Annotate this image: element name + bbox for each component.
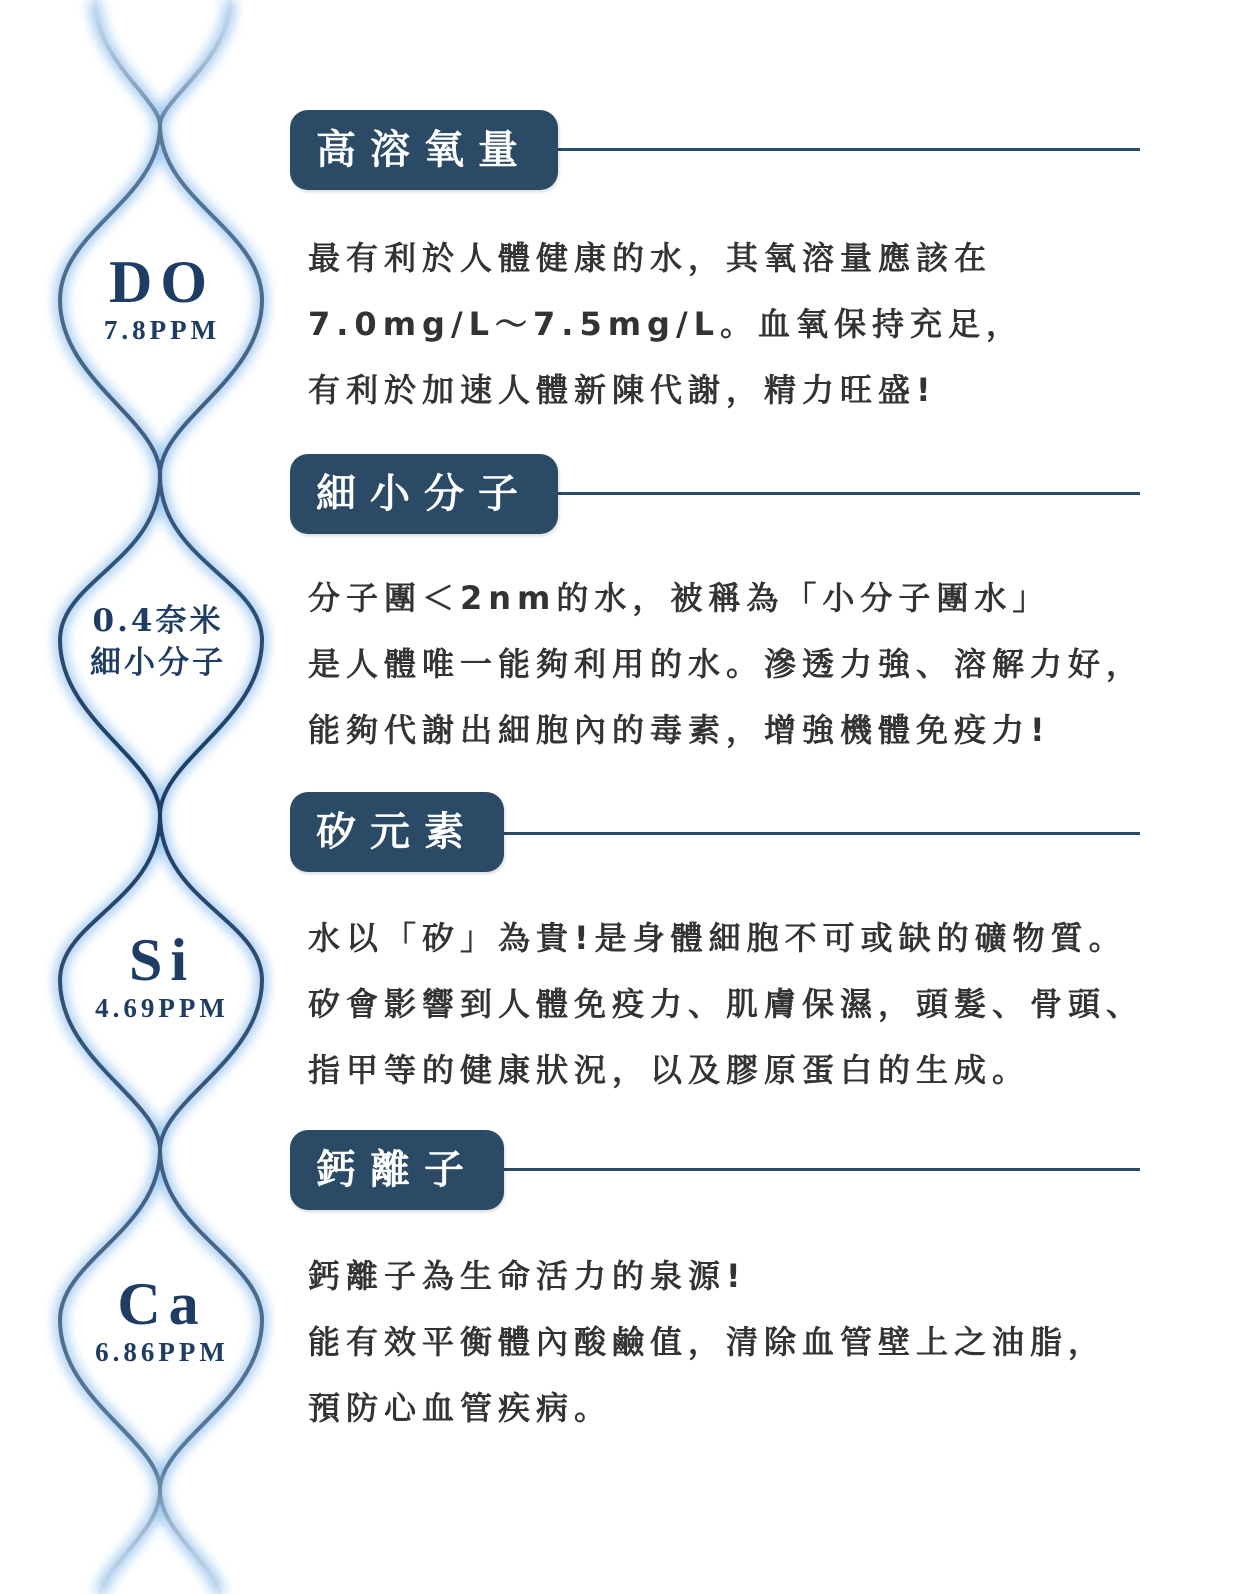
node-do-symbol: DO xyxy=(109,249,215,315)
body-line: 是人體唯一能夠利用的水。滲透力強、溶解力好， xyxy=(308,645,1145,683)
section-title-calcium: 鈣離子 xyxy=(290,1130,504,1210)
body-line: 能夠代謝出細胞內的毒素，增強機體免疫力! xyxy=(308,711,1051,749)
section-title-molecule: 細小分子 xyxy=(290,454,558,534)
body-line: 水以「矽」為貴!是身體細胞不可或缺的礦物質。 xyxy=(308,919,1127,957)
body-line: 分子團＜2nm的水，被稱為「小分子團水」 xyxy=(308,579,1051,617)
node-molecule-label: 細小分子 xyxy=(90,645,226,681)
body-line: 7.0mg/L～7.5mg/L。血氧保持充足， xyxy=(308,305,1025,343)
node-molecule xyxy=(58,600,258,684)
body-line: 預防心血管疾病。 xyxy=(308,1389,613,1427)
node-si xyxy=(62,928,262,1024)
body-line: 指甲等的健康狀況，以及膠原蛋白的生成。 xyxy=(308,1051,1031,1089)
body-line: 有利於加速人體新陳代謝，精力旺盛! xyxy=(308,371,937,409)
body-line: 鈣離子為生命活力的泉源! xyxy=(308,1257,747,1295)
node-molecule-size: 0.4奈米 xyxy=(92,603,224,639)
section-title-oxygen: 高溶氧量 xyxy=(290,110,558,190)
body-line: 矽會影響到人體免疫力、肌膚保濕，頭髮、骨頭、 xyxy=(308,985,1145,1023)
node-ca-value: 6.86PPM xyxy=(95,1337,229,1367)
node-do-value: 7.8PPM xyxy=(103,315,221,345)
node-do xyxy=(62,250,262,346)
section-divider-line xyxy=(500,832,1140,835)
section-divider-line xyxy=(500,1168,1140,1171)
body-line: 能有效平衡體內酸鹼值，清除血管壁上之油脂， xyxy=(308,1323,1107,1361)
section-body-silicon xyxy=(308,905,1208,1103)
section-title-silicon: 矽元素 xyxy=(290,792,504,872)
node-si-value: 4.69PPM xyxy=(95,993,229,1023)
body-line: 最有利於人體健康的水，其氧溶量應該在 xyxy=(308,239,993,277)
node-ca-symbol: Ca xyxy=(117,1271,207,1337)
node-si-symbol: Si xyxy=(128,927,196,993)
node-ca xyxy=(62,1272,262,1368)
section-body-calcium xyxy=(308,1243,1208,1441)
section-body-molecule xyxy=(308,565,1208,763)
section-divider-line xyxy=(540,492,1140,495)
section-body-oxygen xyxy=(308,225,1208,423)
section-divider-line xyxy=(540,148,1140,151)
